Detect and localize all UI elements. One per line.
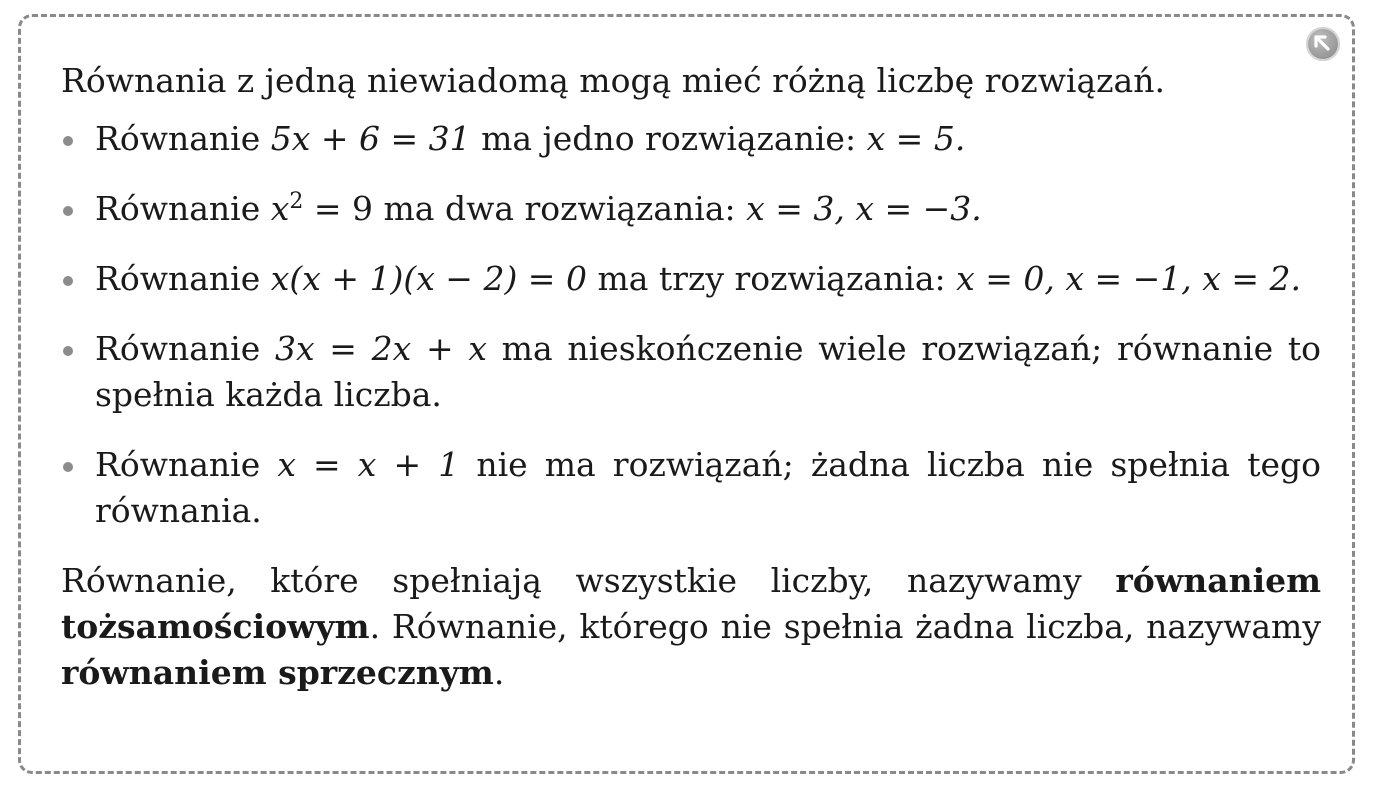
lead: Równanie [95, 329, 261, 368]
list-item [61, 186, 1321, 232]
lead: Równanie [95, 445, 261, 484]
equation: x(x + 1)(x − 2) = 0 [270, 259, 587, 298]
content [61, 58, 1321, 696]
lead: Równanie [95, 259, 261, 298]
solutions: x = 3, x = −3. [746, 189, 982, 228]
bullet-icon [63, 276, 73, 286]
description: ma dwa rozwiązania: [383, 189, 736, 228]
intro-text: Równania z jedną niewiadomą mogą mieć różną liczbę rozwiązań. [61, 61, 1165, 100]
lead: Równanie [95, 119, 261, 158]
bullet-icon [63, 136, 73, 146]
list-item [61, 326, 1321, 418]
bullet-icon [63, 346, 73, 356]
summary-text [61, 558, 1321, 696]
lead: Równanie [95, 189, 261, 228]
equation-exponent: 2 [289, 189, 304, 214]
back-button[interactable] [1306, 27, 1340, 61]
equation: x = x + 1 [277, 445, 460, 484]
list-item [61, 116, 1321, 162]
equation-rest: = 9 [313, 189, 373, 228]
list-item [61, 256, 1321, 302]
bullet-icon [63, 462, 73, 472]
term-identity-equation: równaniem tożsamościowym [61, 561, 1322, 646]
equation-base: x [270, 189, 290, 228]
equation: 3x = 2x + x [274, 329, 487, 368]
description: ma nieskończenie wiele rozwiązań; równanie to spełnia każda liczba. [95, 329, 1321, 414]
arrow-up-left-icon [1306, 27, 1340, 61]
bullet-icon [63, 206, 73, 216]
description: nie ma rozwiązań; żadna liczba nie spełnia tego równania. [95, 445, 1321, 530]
description: ma trzy rozwiązania: [597, 259, 946, 298]
description: ma jedno rozwiązanie: [481, 119, 857, 158]
solutions: x = 0, x = −1, x = 2. [956, 259, 1301, 298]
summary-part-1: Równanie, które spełniają wszystkie liczby, nazywamy [61, 561, 1082, 600]
equation: 5x + 6 = 31 [270, 119, 471, 158]
list-item [61, 442, 1321, 534]
term-contradictory-equation: równaniem sprzecznym [61, 653, 494, 692]
bullet-list [61, 116, 1321, 534]
solutions: x = 5. [866, 119, 966, 158]
summary-part-2: . Równanie, którego nie spełnia żadna liczba, nazywamy [369, 607, 1321, 646]
summary-part-3: . [493, 653, 505, 692]
